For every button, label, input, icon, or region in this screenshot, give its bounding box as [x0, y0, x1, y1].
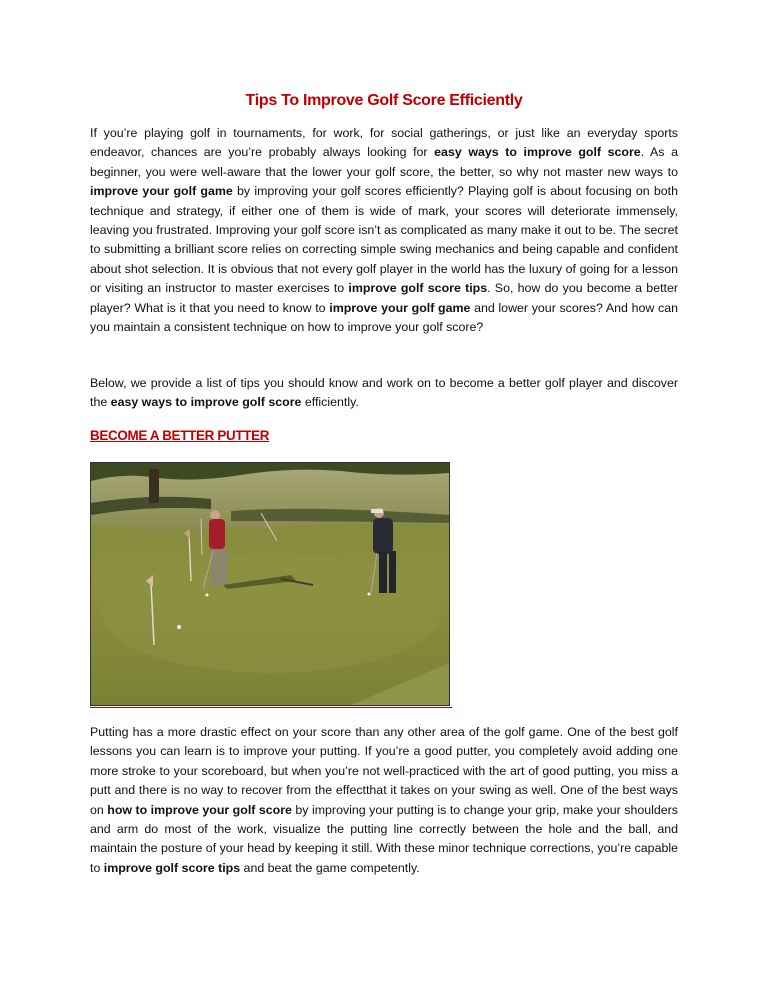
- text-run: by improving your golf scores efficiently? Playing golf is about focusing on both technique and strategy, if either one of them is wide of mark, your scores will deteriorate immensely, leaving you frustrated. Improving your golf score isn’t as complicated as many make it out to be. The secret to submitting a brilliant score relies on correcting simple swing mechanics and being capable and confident about shot selection. It is obvious that not every golf player in the world has the luxury of going for a lesson or visiting an instructor to master exercises to: [90, 184, 678, 296]
- photo-underline-divider: [90, 707, 452, 708]
- list-intro-paragraph: [90, 374, 678, 413]
- section-heading: BECOME A BETTER PUTTER: [90, 428, 270, 443]
- keyword-bold: easy ways to improve golf score: [110, 395, 302, 410]
- text-run: If you’re playing golf in tournaments, for work, for social gatherings, or just like an everyday sports endeavor, chances are you’re probably always looking for: [90, 126, 678, 160]
- keyword-bold: improve golf score tips: [348, 281, 488, 296]
- text-run: and lower your scores? And how can you maintain a consistent technique on how to improve your golf score?: [90, 300, 678, 335]
- putting-paragraph: [90, 723, 678, 878]
- intro-paragraph: [90, 124, 678, 337]
- text-run: by improving your putting is to change your grip, make your shoulders and arm do most of the work, visualize the putting line correctly between the hole and the ball, and maintain the posture of your head by keeping it still. With these minor technique corrections, you’re capable to: [90, 802, 678, 875]
- keyword-bold: improve your golf game: [90, 184, 233, 199]
- text-run: Putting has a more drastic effect on your score than any other area of the golf game. One of the best golf lessons you can learn is to improve your putting. If you’re a good putter, you completely avoid adding one more stroke to your scoreboard, but when you’re not well-practiced with the art of good putting, you miss a putt and there is no way to recover from the effectthat it takes on your swing as well. One of the best ways on: [90, 725, 678, 817]
- keyword-bold: improve golf score tips: [103, 860, 241, 875]
- text-run: and beat the game competently.: [240, 860, 420, 875]
- golf-putting-photo: [90, 462, 450, 706]
- text-run: . As a beginner, you were well-aware that the lower your golf score, the better, so why not master new ways to: [90, 145, 678, 179]
- keyword-bold: easy ways to improve golf score: [434, 145, 641, 160]
- keyword-bold: improve your golf game: [329, 300, 471, 315]
- text-run: efficiently.: [301, 395, 359, 410]
- text-run: Below, we provide a list of tips you should know and work on to become a better golf player and discover the: [90, 376, 678, 410]
- text-run: . So, how do you become a better player? What is it that you need to know to: [90, 281, 678, 315]
- keyword-bold: how to improve your golf score: [107, 802, 292, 817]
- page-title: Tips To Improve Golf Score Efficiently: [245, 92, 523, 109]
